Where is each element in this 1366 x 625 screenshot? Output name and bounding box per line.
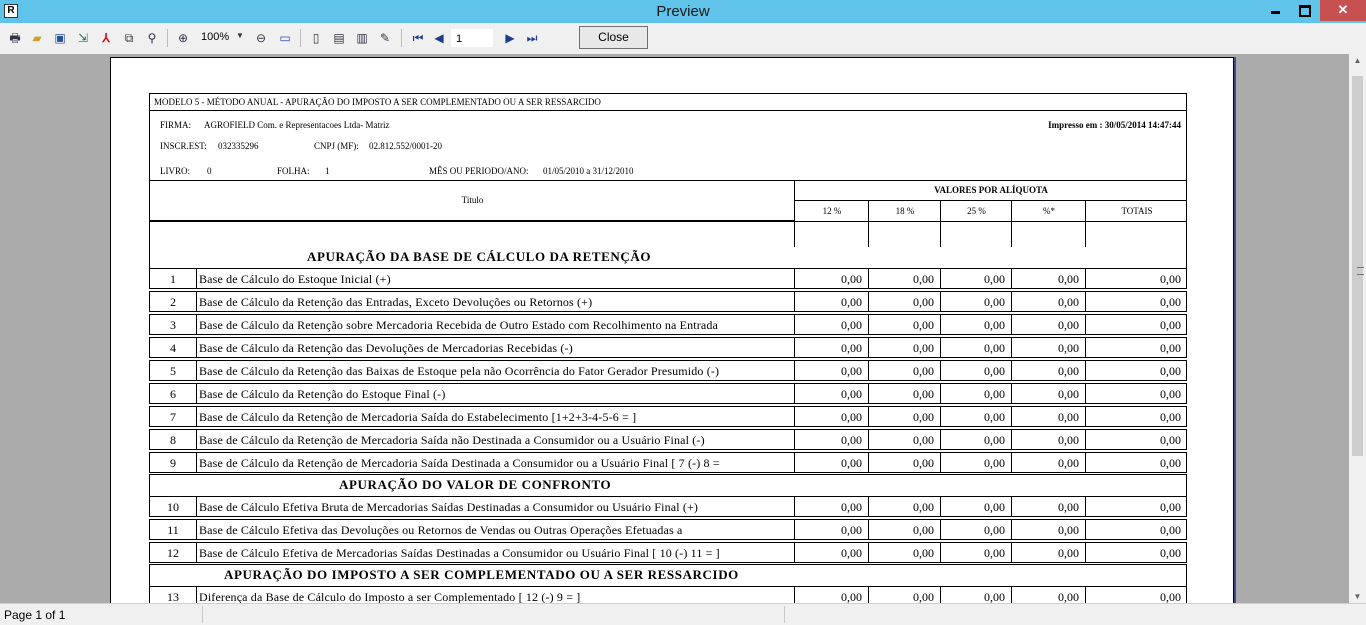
row-value: 0,00	[1058, 500, 1079, 514]
row-description: Base de Cálculo do Estoque Inicial (+)	[199, 272, 391, 286]
row-value: 0,00	[841, 456, 862, 470]
title-bar	[0, 0, 1366, 23]
row-value: 0,00	[1160, 546, 1181, 560]
aliquota-column-header	[1085, 201, 1187, 222]
row-value: 0,00	[1160, 456, 1181, 470]
printed-at: Impresso em : 30/05/2014 14:47:44	[1048, 120, 1181, 130]
zoom-in-icon[interactable]: ⊕	[177, 31, 189, 45]
row-value: 0,00	[1058, 272, 1079, 286]
row-number: 1	[170, 272, 176, 286]
row-description: Base de Cálculo Efetiva Bruta de Mercadorias Saídas Destinadas a Consumidor ou Usuário Final (+)	[199, 500, 699, 514]
livro-value: 0	[207, 166, 212, 176]
divider	[1186, 474, 1187, 496]
print-icon[interactable]: 🖶	[9, 31, 21, 45]
page-number-input[interactable]: 1	[451, 29, 493, 47]
aliquota-column-header	[940, 201, 1012, 222]
row-value: 0,00	[1160, 523, 1181, 537]
divider	[868, 221, 869, 247]
divider	[149, 516, 1187, 517]
row-value: 0,00	[913, 546, 934, 560]
row-value: 0,00	[1160, 590, 1181, 603]
divider	[149, 539, 1187, 540]
divider	[940, 221, 941, 247]
divider	[149, 586, 1187, 587]
close-icon: ✕	[1337, 2, 1349, 17]
row-description: Base de Cálculo Efetiva de Mercadorias Saídas Destinadas a Consumidor ou Usuário Final [ 10 (-) 11 = ]	[199, 546, 720, 560]
divider	[149, 452, 1187, 453]
window-close-button[interactable]	[1320, 0, 1366, 21]
row-value: 0,00	[1058, 364, 1079, 378]
divider	[149, 288, 1187, 289]
divider	[149, 496, 1187, 497]
row-value: 0,00	[1058, 387, 1079, 401]
row-description: Base de Cálculo da Retenção de Mercadoria Saída do Estabelecimento [1+2+3-4-5-6 = ]	[199, 410, 637, 424]
folha-value: 1	[325, 166, 330, 176]
divider	[149, 519, 1187, 520]
row-value: 0,00	[1058, 456, 1079, 470]
row-value: 0,00	[913, 500, 934, 514]
divider	[149, 403, 1187, 404]
minimize-button[interactable]	[1262, 0, 1289, 21]
divider	[149, 360, 1187, 361]
restore-icon	[1299, 5, 1311, 17]
app-icon: R	[4, 4, 18, 18]
toolbar-separator	[167, 29, 168, 47]
row-number: 5	[170, 364, 176, 378]
row-value: 0,00	[913, 410, 934, 424]
row-value: 0,00	[1058, 341, 1079, 355]
row-value: 0,00	[841, 295, 862, 309]
chevron-down-icon[interactable]: ▼	[236, 31, 244, 40]
report-content	[149, 93, 1187, 603]
row-description: Diferença da Base de Cálculo do Imposto a ser Complementado [ 12 (-) 9 = ]	[199, 590, 581, 603]
divider	[149, 357, 1187, 358]
divider	[202, 606, 203, 623]
divider	[149, 426, 1187, 427]
aliquota-column-label: 18 %	[895, 206, 915, 216]
divider	[1186, 383, 1187, 404]
row-value: 0,00	[984, 295, 1005, 309]
row-description: Base de Cálculo da Retenção do Estoque Final (-)	[199, 387, 446, 401]
row-value: 0,00	[1160, 387, 1181, 401]
model-title: MODELO 5 - MÉTODO ANUAL - APURAÇÃO DO IMPOSTO A SER COMPLEMENTADO OU A SER RESSARCIDO	[154, 97, 601, 107]
inscr-label: INSCR.EST:	[160, 141, 207, 151]
row-description: Base de Cálculo da Retenção sobre Mercadoria Recebida de Outro Estado com Recolhimento na Entrada	[199, 318, 719, 332]
row-value: 0,00	[913, 341, 934, 355]
row-value: 0,00	[913, 523, 934, 537]
row-value: 0,00	[1160, 272, 1181, 286]
row-description: Base de Cálculo da Retenção de Mercadoria Saída Destinada a Consumidor ou a Usuário Final [ 7 (-) 8 =	[199, 456, 720, 470]
divider	[1011, 221, 1012, 247]
divider	[149, 564, 1187, 565]
aliquota-column-label: TOTAIS	[1121, 206, 1153, 216]
divider	[149, 314, 1187, 315]
table-row	[149, 360, 1187, 383]
divider	[149, 562, 1187, 563]
column-header	[149, 181, 1187, 247]
prev-page-icon[interactable]: ◀	[434, 31, 444, 45]
divider	[149, 449, 1187, 450]
row-value: 0,00	[1160, 341, 1181, 355]
row-value: 0,00	[913, 433, 934, 447]
table-row	[149, 429, 1187, 452]
row-value: 0,00	[1160, 433, 1181, 447]
divider	[149, 564, 150, 586]
row-value: 0,00	[1160, 500, 1181, 514]
row-value: 0,00	[841, 590, 862, 603]
pdf-icon[interactable]: ⅄	[102, 31, 110, 45]
row-number: 8	[170, 433, 176, 447]
folha-label: FOLHA:	[277, 166, 310, 176]
titulo-header: Titulo	[461, 195, 484, 205]
row-value: 0,00	[913, 387, 934, 401]
row-value: 0,00	[984, 590, 1005, 603]
export-icon[interactable]: ⇲	[77, 31, 89, 45]
divider	[1186, 181, 1187, 247]
divider	[1186, 246, 1187, 268]
row-description: Base de Cálculo Efetiva das Devoluções ou Retornos de Vendas ou Outras Operações Efetuadas a	[199, 523, 683, 537]
single-page-icon[interactable]: ▯	[312, 31, 320, 45]
table-row	[149, 519, 1187, 542]
divider	[1186, 360, 1187, 381]
divider	[1186, 429, 1187, 450]
titulo-header-cell	[149, 181, 795, 221]
row-number: 10	[167, 500, 179, 514]
row-description: Base de Cálculo da Retenção de Mercadoria Saída não Destinada a Consumidor ou a Usuário Final (-)	[199, 433, 705, 447]
divider	[150, 110, 1186, 111]
divider	[149, 291, 1187, 292]
divider	[1186, 519, 1187, 540]
row-value: 0,00	[1160, 295, 1181, 309]
row-value: 0,00	[913, 456, 934, 470]
row-value: 0,00	[984, 410, 1005, 424]
last-page-icon[interactable]: ⏭	[526, 31, 538, 45]
row-number: 2	[170, 295, 176, 309]
divider	[1186, 586, 1187, 603]
row-value: 0,00	[1058, 590, 1079, 603]
table-row	[149, 452, 1187, 475]
row-value: 0,00	[984, 456, 1005, 470]
row-value: 0,00	[841, 318, 862, 332]
divider	[149, 383, 1187, 384]
first-page-icon[interactable]: ⏮	[412, 31, 424, 45]
row-number: 9	[170, 456, 176, 470]
divider	[149, 268, 1187, 269]
table-row	[149, 291, 1187, 314]
window-title: Preview	[656, 3, 710, 20]
divider	[794, 221, 795, 247]
page-status: Page 1 of 1	[4, 608, 66, 622]
row-value: 0,00	[1160, 364, 1181, 378]
vertical-scrollbar[interactable]	[1349, 54, 1366, 603]
divider	[1186, 268, 1187, 289]
toolbar	[0, 23, 1366, 55]
row-value: 0,00	[1058, 523, 1079, 537]
divider	[149, 246, 150, 268]
divider	[1186, 496, 1187, 517]
divider	[1186, 564, 1187, 586]
periodo-label: MÊS OU PERIODO/ANO:	[429, 166, 529, 176]
row-number: 12	[167, 546, 179, 560]
row-value: 0,00	[984, 433, 1005, 447]
row-value: 0,00	[841, 410, 862, 424]
row-value: 0,00	[984, 546, 1005, 560]
row-value: 0,00	[913, 318, 934, 332]
aliquota-column-label: %*	[1043, 206, 1055, 216]
cnpj-value: 02.812.552/0001-20	[369, 141, 442, 151]
edit-icon[interactable]: ✎	[379, 31, 391, 45]
row-value: 0,00	[1058, 410, 1079, 424]
section-title: APURAÇÃO DO IMPOSTO A SER COMPLEMENTADO OU A SER RESSARCIDO	[224, 567, 739, 582]
scroll-down-icon[interactable]: ▼	[1353, 592, 1362, 601]
row-value: 0,00	[984, 341, 1005, 355]
multi-page-icon[interactable]: ▤	[333, 31, 345, 45]
next-page-icon[interactable]: ▶	[505, 31, 515, 45]
close-button[interactable]: Close	[579, 26, 648, 49]
grip-icon	[1357, 267, 1364, 275]
row-value: 0,00	[841, 387, 862, 401]
row-value: 0,00	[1058, 318, 1079, 332]
cnpj-label: CNPJ (MF):	[314, 141, 359, 151]
row-value: 0,00	[841, 433, 862, 447]
row-value: 0,00	[841, 523, 862, 537]
toolbar-separator	[300, 29, 301, 47]
table-row	[149, 586, 1187, 603]
row-description: Base de Cálculo da Retenção das Entradas, Exceto Devoluções ou Retornos (+)	[199, 295, 593, 309]
valores-header-cell	[794, 181, 1187, 201]
divider	[149, 474, 1187, 475]
row-value: 0,00	[913, 364, 934, 378]
divider	[149, 221, 1187, 222]
row-value: 0,00	[841, 500, 862, 514]
table-row	[149, 268, 1187, 291]
firma-label: FIRMA:	[160, 120, 192, 130]
aliquota-column-header	[794, 201, 869, 222]
row-value: 0,00	[841, 364, 862, 378]
table-row	[149, 337, 1187, 360]
divider	[149, 181, 150, 247]
row-value: 0,00	[1058, 433, 1079, 447]
maximize-button[interactable]	[1291, 0, 1318, 21]
table-row	[149, 496, 1187, 519]
section-title: APURAÇÃO DA BASE DE CÁLCULO DA RETENÇÃO	[307, 249, 652, 264]
row-value: 0,00	[984, 318, 1005, 332]
row-value: 0,00	[1160, 318, 1181, 332]
row-value: 0,00	[1058, 546, 1079, 560]
livro-label: LIVRO:	[160, 166, 190, 176]
table-row	[149, 406, 1187, 429]
row-value: 0,00	[913, 295, 934, 309]
row-value: 0,00	[984, 387, 1005, 401]
find-icon[interactable]: ⚲	[147, 31, 157, 45]
toolbar-separator	[401, 29, 402, 47]
open-icon[interactable]: ▰	[32, 31, 42, 45]
aliquota-column-header	[868, 201, 941, 222]
row-number: 13	[167, 590, 179, 603]
scrollbar-thumb[interactable]	[1352, 76, 1363, 456]
row-value: 0,00	[913, 590, 934, 603]
row-description: Base de Cálculo da Retenção das Baixas de Estoque pela não Ocorrência do Fator Gerador Presumido (-)	[199, 364, 720, 378]
divider	[149, 472, 1187, 473]
divider	[1186, 337, 1187, 358]
divider	[149, 337, 1187, 338]
divider	[149, 406, 1187, 407]
row-value: 0,00	[984, 500, 1005, 514]
divider	[1186, 542, 1187, 563]
row-value: 0,00	[841, 272, 862, 286]
aliquota-column-label: 12 %	[822, 206, 842, 216]
divider	[149, 474, 150, 496]
table-row	[149, 383, 1187, 406]
inscr-value: 032335296	[218, 141, 259, 151]
row-number: 6	[170, 387, 176, 401]
aliquota-column-label: 25 %	[967, 206, 986, 216]
row-value: 0,00	[984, 364, 1005, 378]
divider	[1186, 406, 1187, 427]
send-icon[interactable]: ⧉	[124, 31, 134, 45]
row-value: 0,00	[1160, 410, 1181, 424]
save-icon[interactable]: ▣	[54, 31, 66, 45]
book-icon[interactable]: ▥	[356, 31, 368, 45]
report-header	[149, 93, 1187, 181]
table-row	[149, 542, 1187, 565]
divider	[784, 606, 785, 623]
row-value: 0,00	[984, 523, 1005, 537]
row-value: 0,00	[841, 341, 862, 355]
divider	[1085, 221, 1086, 247]
row-number: 11	[167, 523, 179, 537]
fit-page-icon[interactable]: ▭	[279, 31, 291, 45]
row-value: 0,00	[841, 546, 862, 560]
divider	[149, 334, 1187, 335]
firma-value: AGROFIELD Com. e Representacoes Ltda- Matriz	[204, 120, 390, 130]
row-value: 0,00	[984, 272, 1005, 286]
zoom-out-icon[interactable]: ⊖	[255, 31, 267, 45]
row-value: 0,00	[913, 272, 934, 286]
minimize-icon	[1271, 11, 1280, 14]
periodo-value: 01/05/2010 a 31/12/2010	[543, 166, 634, 176]
aliquota-column-header	[1011, 201, 1086, 222]
row-number: 7	[170, 410, 176, 424]
zoom-select[interactable]: 100%	[201, 31, 230, 43]
section-title: APURAÇÃO DO VALOR DE CONFRONTO	[339, 477, 612, 492]
valores-header: VALORES POR ALÍQUOTA	[934, 185, 1048, 195]
divider	[149, 542, 1187, 543]
divider	[1186, 291, 1187, 312]
row-value: 0,00	[1058, 295, 1079, 309]
divider	[1186, 452, 1187, 473]
row-description: Base de Cálculo da Retenção das Devoluções de Mercadorias Recebidas (-)	[199, 341, 573, 355]
row-number: 3	[170, 318, 176, 332]
divider	[149, 429, 1187, 430]
divider	[149, 311, 1187, 312]
status-bar	[0, 603, 1366, 625]
divider	[149, 380, 1187, 381]
scroll-up-icon[interactable]: ▲	[1353, 56, 1362, 65]
table-row	[149, 314, 1187, 337]
row-number: 4	[170, 341, 176, 355]
divider	[1186, 314, 1187, 335]
